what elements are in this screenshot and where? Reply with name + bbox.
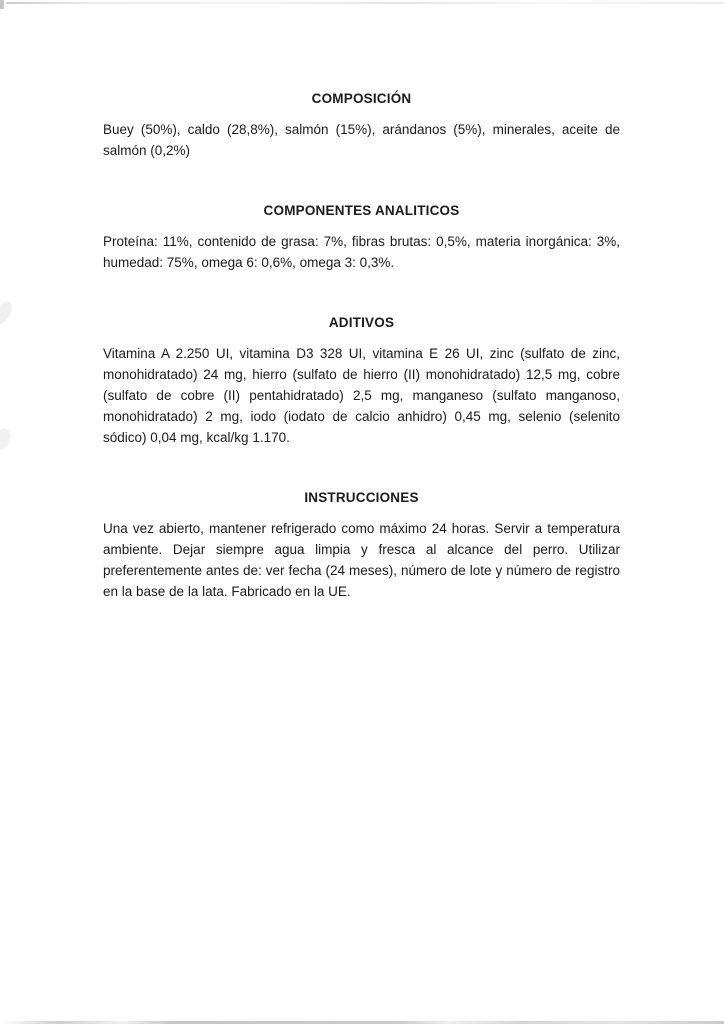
section-body-composicion: Buey (50%), caldo (28,8%), salmón (15%), arándanos (5%), minerales, aceite de salmón (0,2%) xyxy=(103,122,620,158)
section-heading-instrucciones: INSTRUCCIONES xyxy=(304,490,419,505)
scan-artifact-smudge xyxy=(0,426,14,453)
section-body-instrucciones: Una vez abierto, mantener refrigerado como máximo 24 horas. Servir a temperatura ambiente. Dejar siempre agua limpia y fresca al alcance del perro. Utilizar preferentemente antes de: ver fecha (24 meses), número de lote y número de registro en la base de la lata. Fabricado en la UE. xyxy=(103,521,620,599)
section-body-componentes-analiticos: Proteína: 11%, contenido de grasa: 7%, fibras brutas: 0,5%, materia inorgánica: 3%, humedad: 75%, omega 6: 0,6%, omega 3: 0,3%. xyxy=(103,234,620,270)
section-instrucciones xyxy=(103,487,620,602)
section-heading-componentes-analiticos: COMPONENTES ANALITICOS xyxy=(263,203,460,218)
scan-artifact-corner-mark xyxy=(0,0,4,9)
section-aditivos xyxy=(103,312,620,448)
scan-artifact-top-line xyxy=(6,2,724,4)
section-composicion xyxy=(103,88,620,161)
document-content xyxy=(103,88,620,641)
section-body-aditivos: Vitamina A 2.250 UI, vitamina D3 328 UI, vitamina E 26 UI, zinc (sulfato de zinc, monohidratado) 24 mg, hierro (sulfato de hierro (II) monohidratado) 12,5 mg, cobre (sulfato de cobre (II) pentahidratado) 2,5 mg, manganeso (sulfato manganoso, monohidratado) 2 mg, iodo (iodato de calcio anhidro) 0,45 mg, selenio (selenito sódico) 0,04 mg, kcal/kg 1.170. xyxy=(103,346,620,445)
section-heading-composicion: COMPOSICIÓN xyxy=(311,91,412,106)
scan-artifact-smudge xyxy=(0,298,16,328)
section-componentes-analiticos xyxy=(103,200,620,273)
section-heading-aditivos: ADITIVOS xyxy=(328,315,395,330)
